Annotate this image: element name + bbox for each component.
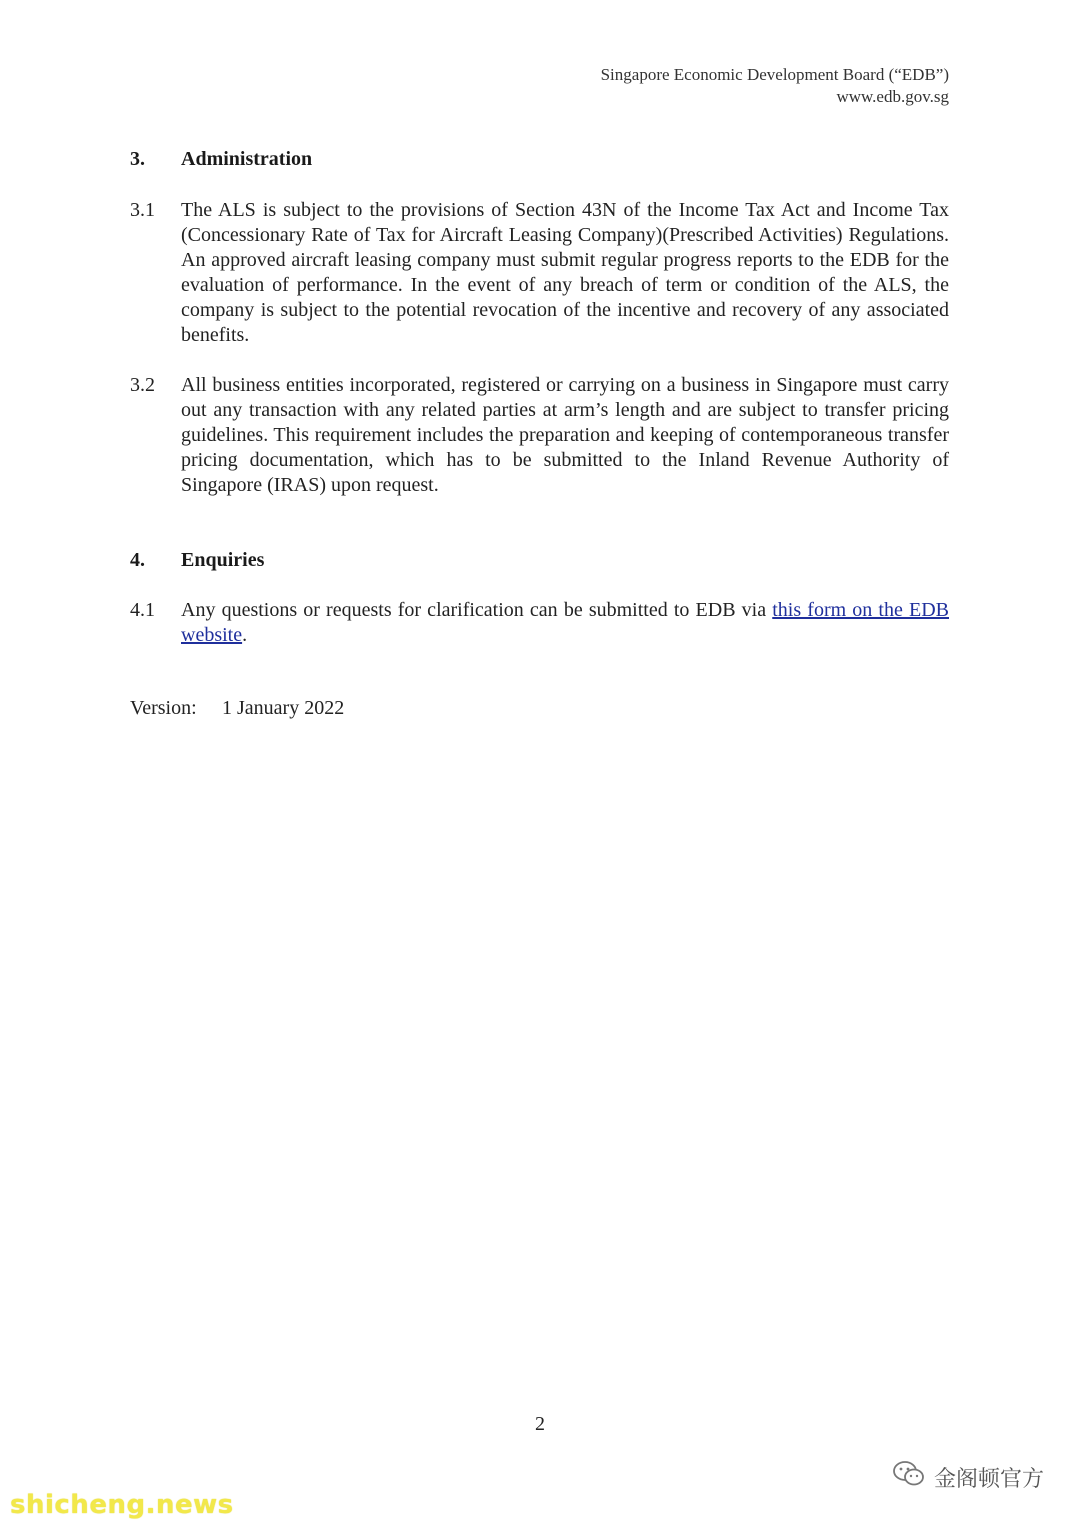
section-number: 4.	[130, 549, 145, 571]
version-line	[130, 697, 344, 720]
paragraph-number: 4.1	[130, 599, 155, 621]
document-header	[601, 64, 949, 108]
paragraph-text-before-link: Any questions or requests for clarification can be submitted to EDB via	[181, 599, 773, 621]
wechat-icon	[892, 1460, 934, 1494]
paragraph-text: All business entities incorporated, registered or carrying on a business in Singapore must carry out any transaction with any related parties at arm’s length and are subject to transfer pricing guidelines. This requirement includes the preparation and keeping of contemporaneous transfer pricing documentation, which has to be submitted to the Inland Revenue Authority of Singapore (IRAS) upon request.	[181, 374, 949, 496]
wechat-account-badge	[892, 1460, 1044, 1494]
paragraph-3-2	[130, 373, 949, 498]
section-title: Enquiries	[181, 549, 265, 571]
paragraph-4-1	[130, 598, 949, 648]
version-value: 1 January 2022	[222, 697, 345, 719]
paragraph-text: The ALS is subject to the provisions of Section 43N of the Income Tax Act and Income Tax (Concessionary Rate of Tax for Aircraft Leasing Company)(Prescribed Activities) Regulations. An approved aircraft leasing company must submit regular progress reports to the EDB for the evaluation of performance. In the event of any breach of term or condition of the ALS, the company is subject to the potential revocation of the incentive and recovery of any associated benefits.	[181, 199, 949, 346]
header-org: Singapore Economic Development Board (“EDB”)	[600, 65, 949, 84]
page-number: 2	[535, 1413, 545, 1435]
wechat-account-name: 金阁顿官方	[933, 1466, 1044, 1492]
version-label: Version:	[130, 697, 197, 719]
section-number: 3.	[130, 148, 145, 170]
section-heading-enquiries	[130, 549, 264, 572]
paragraph-number: 3.2	[130, 374, 155, 396]
section-heading-administration	[130, 148, 312, 171]
header-url: www.edb.gov.sg	[836, 87, 949, 106]
paragraph-3-1	[130, 198, 949, 348]
section-title: Administration	[181, 148, 313, 170]
watermark-text: shicheng.news	[10, 1490, 234, 1520]
paragraph-text	[181, 598, 949, 648]
paragraph-number: 3.1	[130, 199, 155, 221]
edb-form-link[interactable]: this form on the EDB website	[181, 599, 949, 646]
paragraph-text-after-link: .	[242, 624, 248, 646]
